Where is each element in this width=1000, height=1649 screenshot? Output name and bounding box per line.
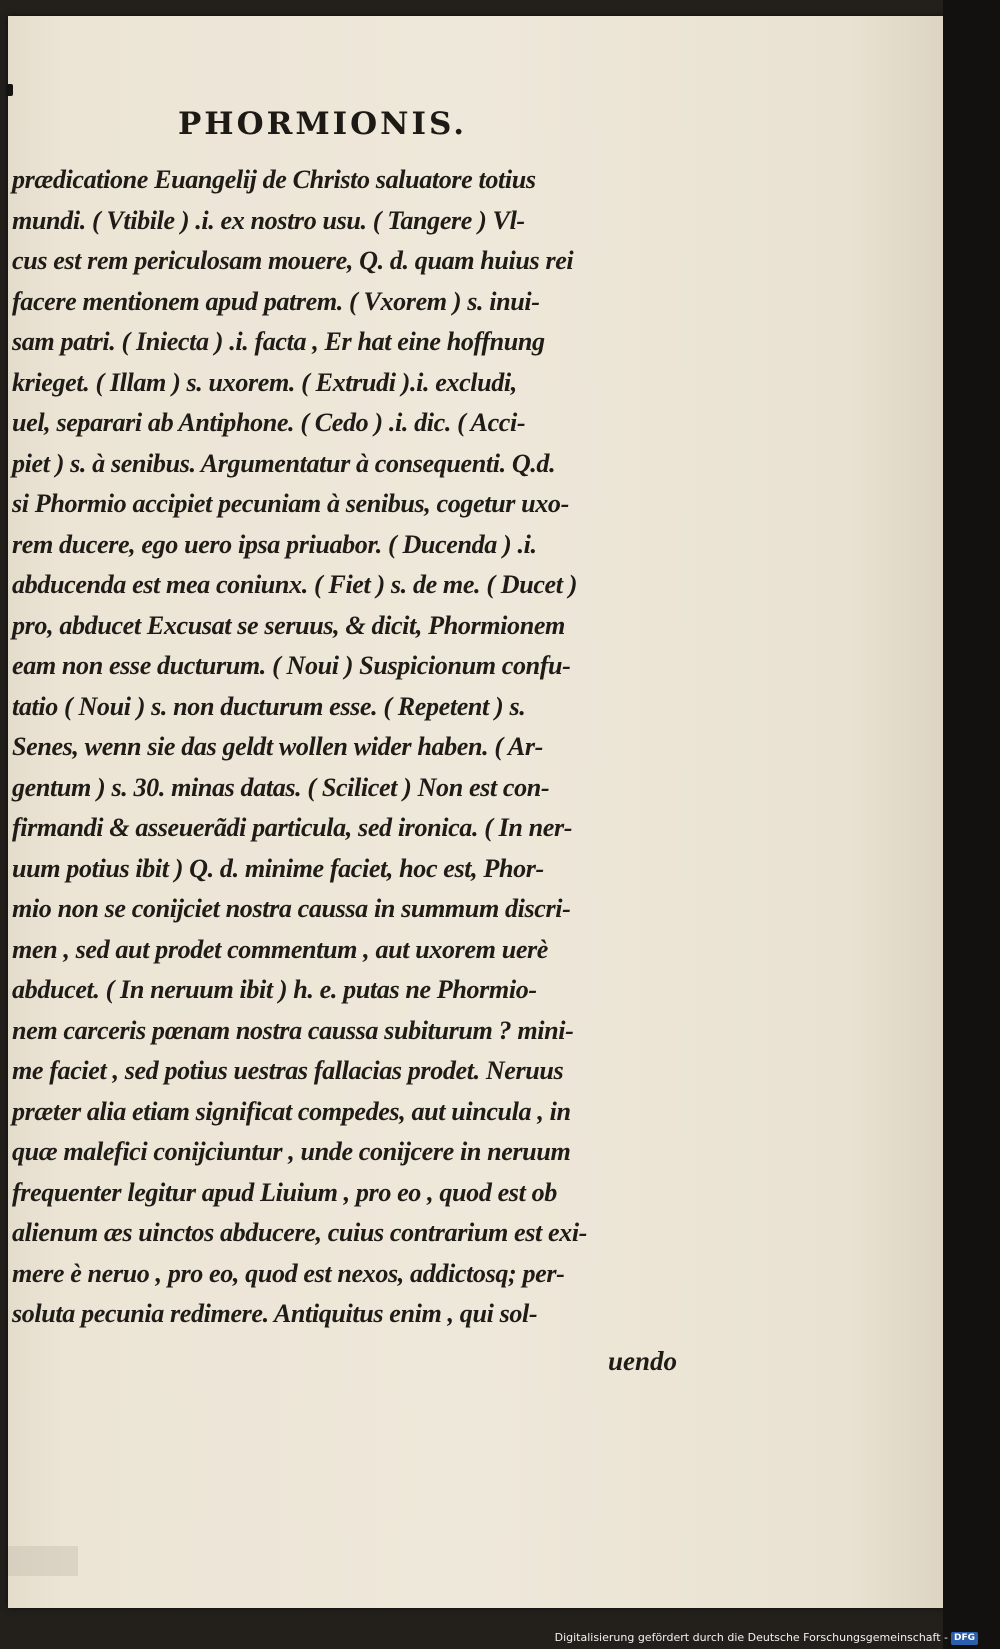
text-line: Senes, wenn sie das geldt wollen wider haben. ( Ar- (12, 732, 543, 761)
text-line: mundi. ( Vtibile ) .i. ex nostro usu. ( Tangere ) Vl- (12, 205, 525, 235)
text-line: præter alia etiam significat compedes, aut uincula , in (12, 1096, 571, 1126)
running-head: PHORMIONIS. (178, 106, 468, 142)
text-line: uum potius ibit ) Q. d. minime faciet, hoc est, Phor- (12, 853, 544, 883)
text-line: soluta pecunia redimere. Antiquitus enim , qui sol- (12, 1299, 538, 1328)
margin-ink-mark (6, 84, 13, 96)
body-text (12, 160, 692, 1335)
book-edge-shadow (943, 0, 1000, 1649)
text-line: sam patri. ( Iniecta ) .i. facta , Er hat eine hoffnung (12, 327, 545, 356)
dfg-logo-badge: DFG (951, 1632, 978, 1645)
text-line: facere mentionem apud patrem. ( Vxorem ) s. inui- (12, 286, 540, 316)
text-line: mere è neruo , pro eo, quod est nexos, addictosq; per- (12, 1258, 565, 1288)
text-line: gentum ) s. 30. minas datas. ( Scilicet ) Non est con- (12, 772, 550, 802)
text-line: alienum æs uinctos abducere, cuius contrarium est exi- (12, 1218, 587, 1247)
digitization-credit (555, 1629, 978, 1647)
text-line: me faciet , sed potius uestras fallacias prodet. Neruus (12, 1056, 564, 1085)
catchword: uendo (608, 1346, 678, 1376)
text-line: rem ducere, ego uero ipsa priuabor. ( Ducenda ) .i. (12, 529, 537, 559)
text-line: nem carceris pœnam nostra caussa subiturum ? mini- (12, 1015, 574, 1045)
text-line: cus est rem periculosam mouere, Q. d. quam huius rei (12, 246, 574, 275)
text-line: abducet. ( In neruum ibit ) h. e. putas ne Phormio- (12, 975, 537, 1004)
text-line: firmandi & asseuerãdi particula, sed ironica. ( In ner- (12, 813, 573, 842)
text-line: quæ malefici conijciuntur , unde conijcere in neruum (12, 1137, 571, 1166)
digitization-credit-text: Digitalisierung gefördert durch die Deutsche Forschungsgemeinschaft - (554, 1631, 948, 1644)
page-stain (8, 1546, 78, 1576)
text-line: si Phormio accipiet pecuniam à senibus, cogetur uxo- (12, 489, 569, 518)
text-line: frequenter legitur apud Liuium , pro eo , quod est ob (12, 1177, 557, 1207)
text-line: piet ) s. à senibus. Argumentatur à consequenti. Q.d. (12, 448, 556, 478)
text-line: pro, abducet Excusat se seruus, & dicit, Phormionem (12, 610, 565, 640)
text-line: abducenda est mea coniunx. ( Fiet ) s. de me. ( Ducet ) (12, 570, 578, 599)
text-line: men , sed aut prodet commentum , aut uxorem uerè (12, 934, 548, 964)
text-line: uel, separari ab Antiphone. ( Cedo ) .i. dic. ( Acci- (12, 408, 526, 437)
text-line: eam non esse ducturum. ( Noui ) Suspicionum confu- (12, 651, 571, 680)
text-line: mio non se conijciet nostra caussa in summum discri- (12, 894, 571, 923)
text-line: tatio ( Noui ) s. non ducturum esse. ( Repetent ) s. (12, 691, 526, 721)
text-line: prædicatione Euangelij de Christo saluatore totius (12, 165, 536, 194)
text-line: krieget. ( Illam ) s. uxorem. ( Extrudi ).i. excludi, (12, 367, 517, 397)
